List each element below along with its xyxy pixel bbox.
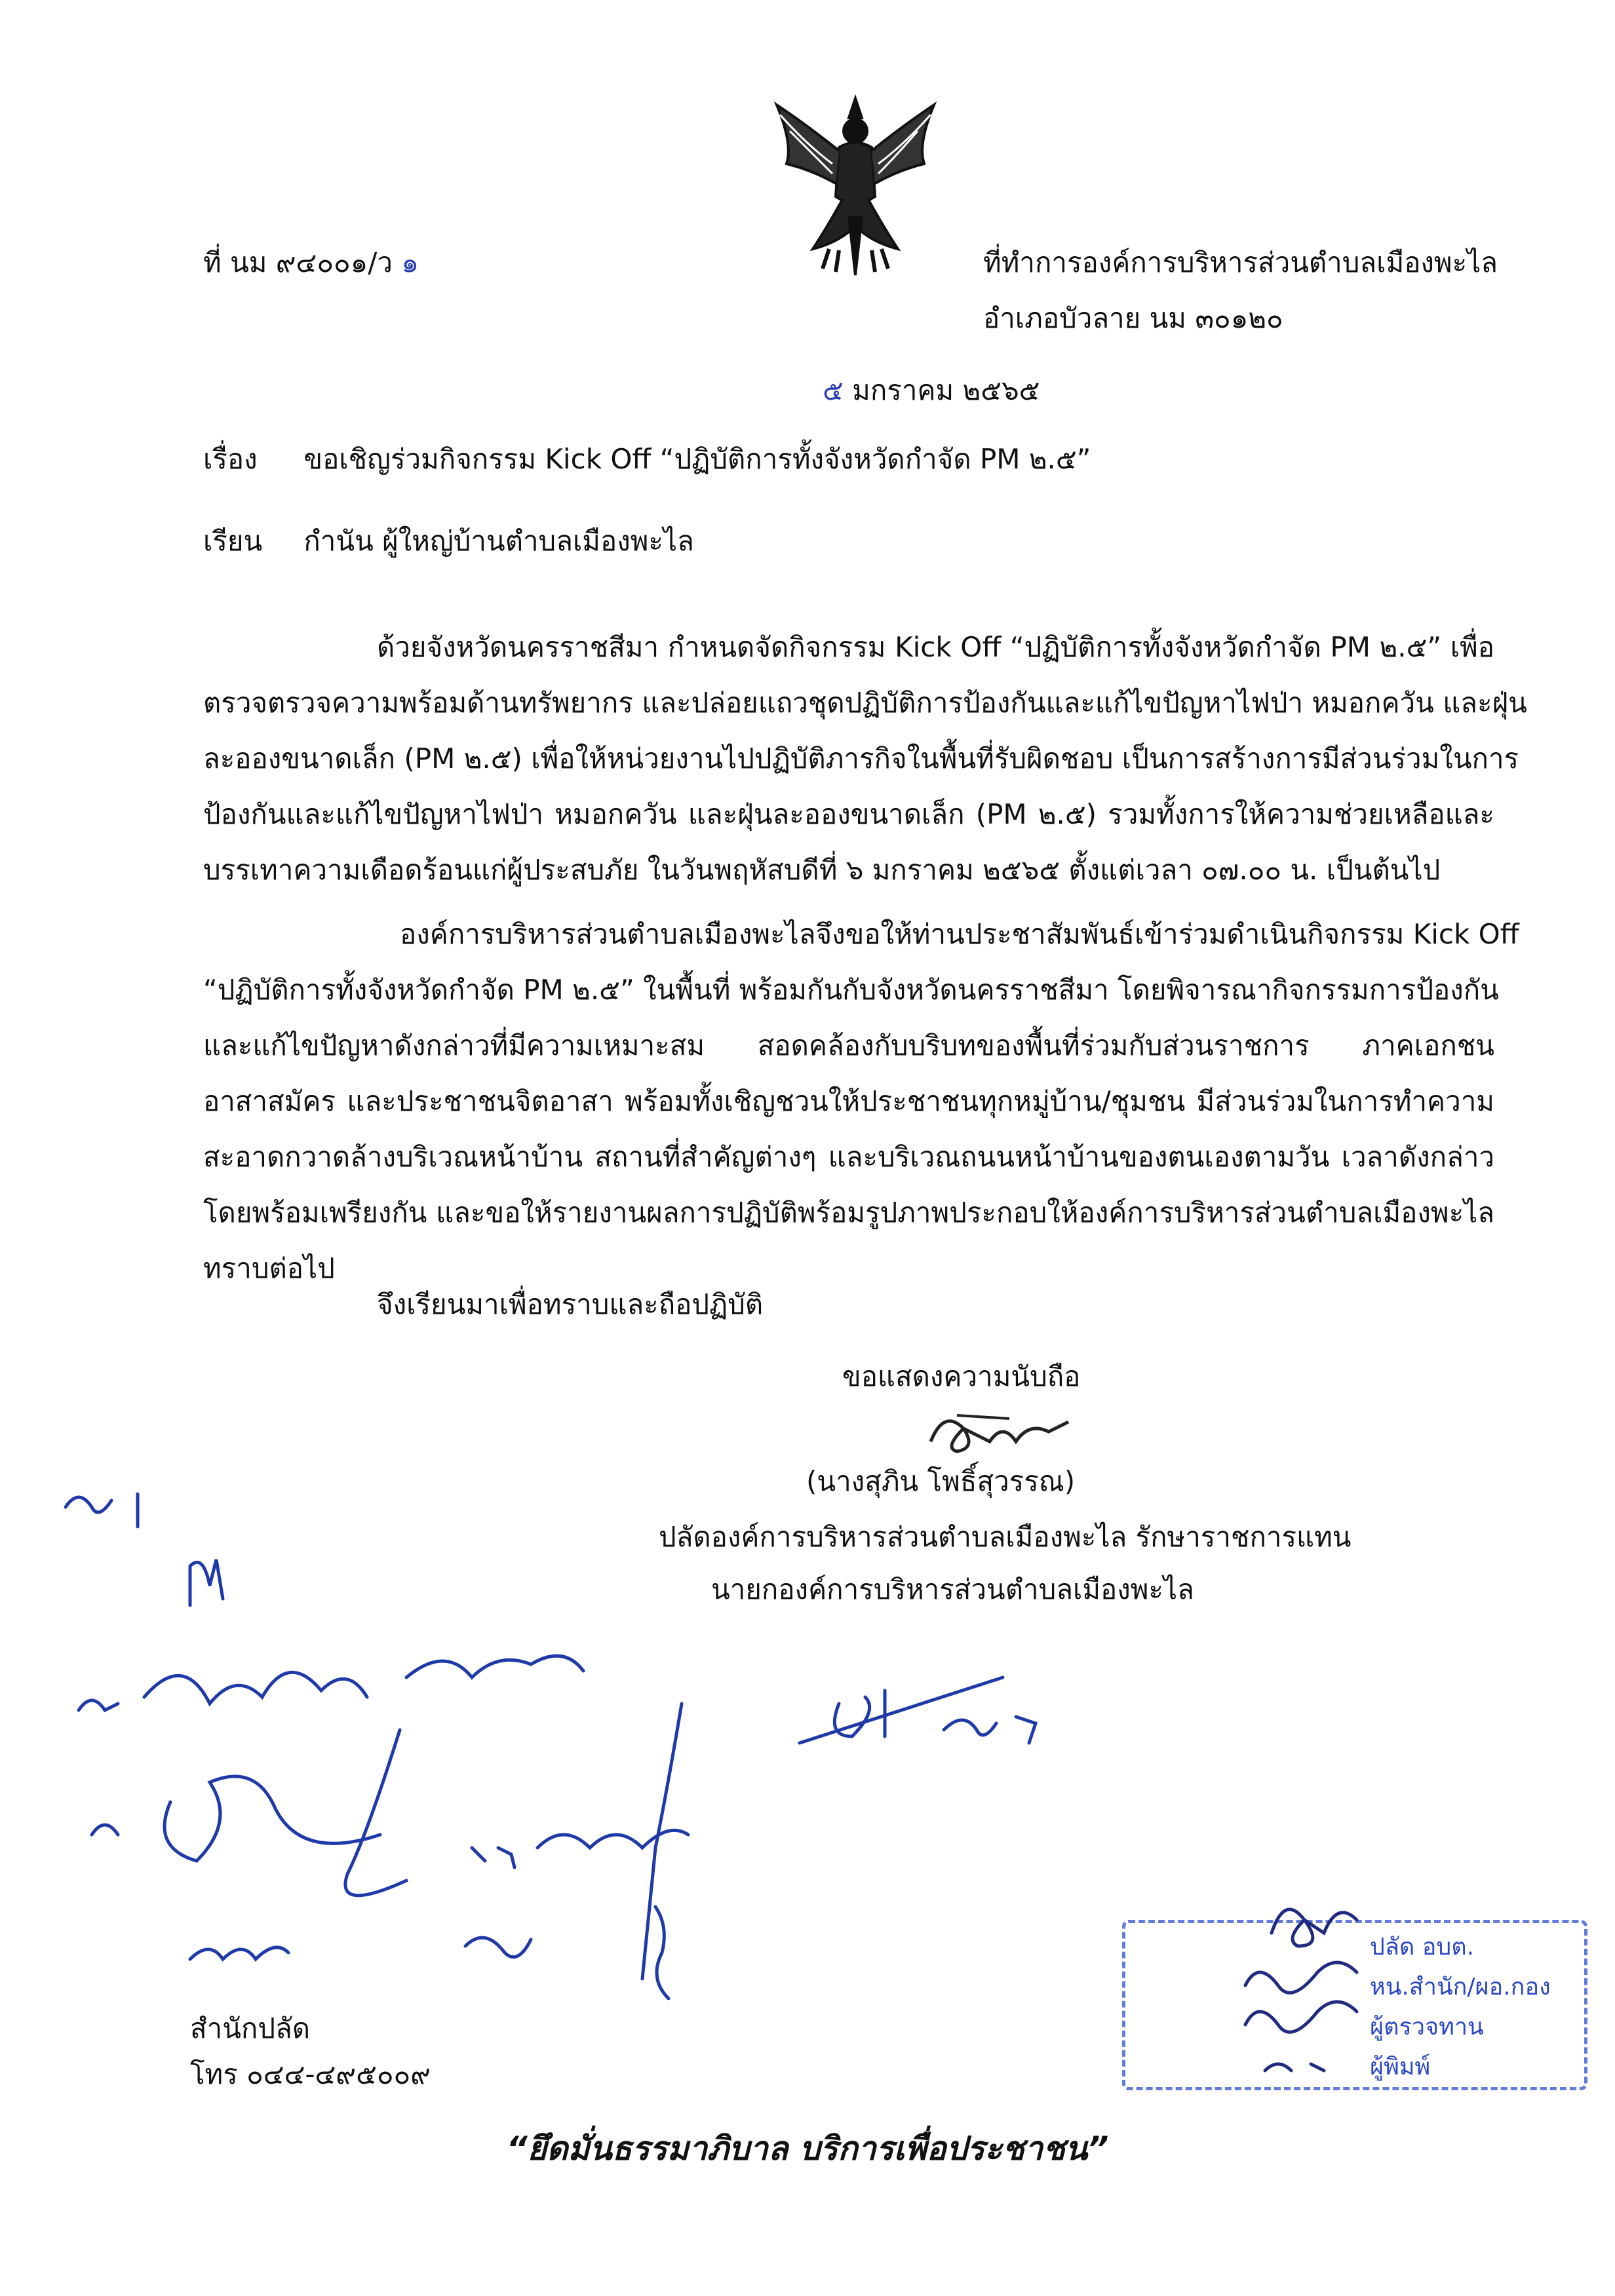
reference-prefix: ที่ นม ๙๔๐๐๑/ว (203, 246, 393, 278)
paragraph-line: ป้องกันและแก้ไขปัญหาไฟป่า หมอกควัน และฝุ่นละอองขนาดเล็ก (PM ๒.๕) รวมทั้งการให้ความช่วยเหลือและ (203, 798, 1494, 830)
paragraph-line: ทราบต่อไป (203, 1252, 335, 1284)
paragraph-line: อาสาสมัคร และประชาชนจิตอาสา พร้อมทั้งเชิญชวนให้ประชาชนทุกหมู่บ้าน/ชุมชน มีส่วนร่วมในการทำความ (203, 1085, 1494, 1117)
closing-sentence: จึงเรียนมาเพื่อทราบและถือปฏิบัติ (377, 1288, 764, 1320)
signer-name: (นางสุภิน โพธิ์สุวรรณ) (806, 1465, 1076, 1497)
handwritten-notes-icon (39, 1455, 760, 2005)
handwritten-initial-icon (787, 1651, 1062, 1769)
paragraph-line: “ปฏิบัติการทั้งจังหวัดกำจัด PM ๒.๕” ในพื้นที่ พร้อมกันกับจังหวัดนครราชสีมา โดยพิจารณากิจกรรมการป้องกัน (203, 974, 1499, 1006)
paragraph-line: และแก้ไขปัญหาดังกล่าวที่มีความเหมาะสม สอดคล้องกับบริบทของพื้นที่ร่วมกับส่วนราชการ ภาคเอกชน (203, 1029, 1494, 1062)
reference-number (203, 246, 419, 280)
paragraph-line: องค์การบริหารส่วนตำบลเมืองพะไลจึงขอให้ท่านประชาสัมพันธ์เข้าร่วมดำเนินกิจกรรม Kick Off (400, 918, 1519, 950)
signature-icon (918, 1402, 1075, 1461)
date-day-handwritten: ๕ (823, 374, 844, 406)
stamp-row: ผู้ตรวจทาน (1370, 2014, 1484, 2040)
reference-handwritten-number: ๑ (401, 246, 419, 278)
recipient-text: กำนัน ผู้ใหญ่บ้านตำบลเมืองพะไล (303, 525, 694, 557)
office-address-line1: ที่ทำการองค์การบริหารส่วนตำบลเมืองพะไล (983, 246, 1498, 278)
paragraph-line: สะอาดกวาดล้างบริเวณหน้าบ้าน สถานที่สำคัญต่างๆ และบริเวณถนนหน้าบ้านของตนเองตามวัน เวลาดังกล่าว (203, 1141, 1494, 1173)
stamp-row: ปลัด อบต. (1370, 1934, 1475, 1961)
regards-text: ขอแสดงความนับถือ (842, 1360, 1081, 1392)
footer-department: สำนักปลัด (190, 2012, 311, 2044)
footer-motto: “ยึดมั่นธรรมาภิบาล บริการเพื่อประชาชน” (506, 2130, 1109, 2168)
paragraph-line: ตรวจตรวจความพร้อมด้านทรัพยากร และปล่อยแถวชุดปฏิบัติการป้องกันและแก้ไขปัญหาไฟป่า หมอกควัน และฝุ่น (203, 687, 1527, 719)
letter-date (823, 373, 1040, 408)
subject-text: ขอเชิญร่วมกิจกรรม Kick Off “ปฏิบัติการทั้งจังหวัดกำจัด PM ๒.๕” (303, 443, 1091, 475)
signer-position-line2: นายกองค์การบริหารส่วนตำบลเมืองพะไล (711, 1573, 1194, 1605)
stamp-row: หน.สำนัก/ผอ.กอง (1370, 1974, 1551, 2000)
recipient-label: เรียน (203, 525, 263, 557)
stamp-row: ผู้พิมพ์ (1370, 2054, 1431, 2080)
footer-phone: โทร ๐๔๔-๔๙๕๐๐๙ (190, 2058, 431, 2090)
paragraph-line: โดยพร้อมเพรียงกัน และขอให้รายงานผลการปฏิบัติพร้อมรูปภาพประกอบให้องค์การบริหารส่วนตำบลเมืองพะไล (203, 1196, 1494, 1229)
paragraph-line: บรรเทาความเดือดร้อนแก่ผู้ประสบภัย ในวันพฤหัสบดีที่ ๖ มกราคม ๒๕๖๕ ตั้งแต่เวลา ๐๗.๐๐ น. เป็นต้นไป (203, 854, 1441, 886)
garuda-emblem-icon (767, 85, 944, 282)
date-month-year: มกราคม ๒๕๖๕ (852, 374, 1040, 406)
paragraph-line: ละอองขนาดเล็ก (PM ๒.๕) เพื่อให้หน่วยงานไปปฏิบัติภารกิจในพื้นที่รับผิดชอบ เป็นการสร้างการมีส่วนร่วมในการ (203, 742, 1519, 775)
subject-label: เรื่อง (203, 443, 258, 475)
signer-position-line1: ปลัดองค์การบริหารส่วนตำบลเมืองพะไล รักษาราชการแทน (659, 1521, 1352, 1553)
office-address-line2: อำเภอบัวลาย นม ๓๐๑๒๐ (983, 302, 1283, 334)
stamp-initials-icon (1232, 1874, 1376, 2090)
subject-line (203, 442, 1091, 476)
paragraph-line: ด้วยจังหวัดนครราชสีมา กำหนดจัดกิจกรรม Kick Off “ปฏิบัติการทั้งจังหวัดกำจัด PM ๒.๕” เพื่อ (377, 631, 1494, 663)
recipient-line (203, 524, 694, 558)
